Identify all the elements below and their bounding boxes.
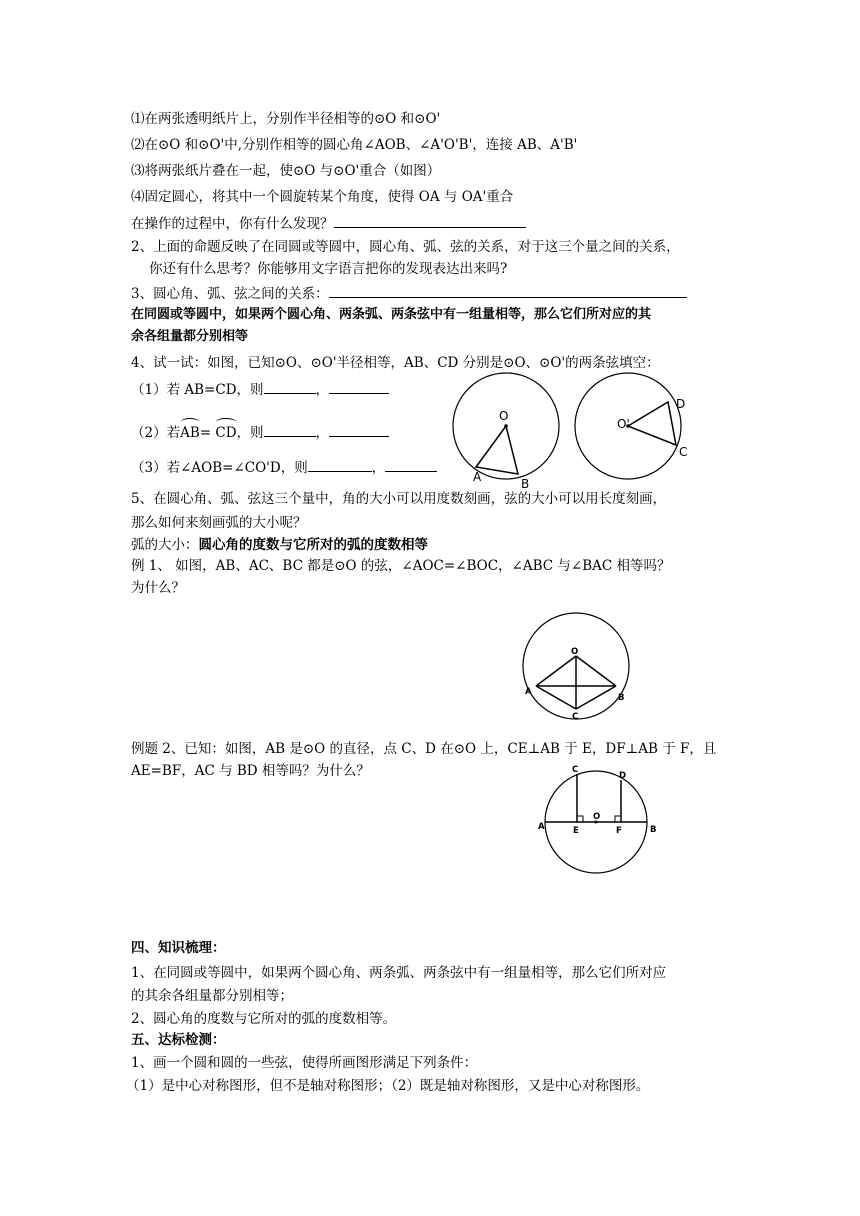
chord-bc: [576, 686, 616, 709]
fill-item-2-text: （2）若: [131, 425, 181, 441]
arc-cd: CD: [215, 425, 237, 441]
circle-figure-o-prime: [568, 370, 698, 490]
example-1-line-1: 例 1、 如图，AB、AC、BC 都是⊙O 的弦，∠AOC=∠BOC，∠ABC 与∠BAC 相等吗？: [131, 558, 671, 574]
label-e: E: [573, 826, 579, 836]
fill-item-1: [131, 379, 389, 400]
segment-oa: [536, 656, 576, 686]
comma: ，: [315, 425, 330, 441]
answer-blank[interactable]: [308, 457, 372, 472]
step-3: ⑶将两张纸片叠在一起，使⊙O 与⊙O'重合（如图）: [131, 163, 441, 179]
chord-ac: [536, 686, 576, 709]
question-3: [131, 283, 687, 304]
label-b: B: [650, 825, 657, 835]
example-1-line-2: 为什么？: [131, 580, 185, 596]
fill-item-3-text: （3）若∠AOB=∠CO'D，则: [131, 460, 308, 476]
arc-size-line: [131, 535, 428, 555]
fill-item-1-text: （1）若 AB=CD，则: [131, 382, 264, 398]
answer-blank[interactable]: [329, 379, 389, 394]
section-4-heading: 四、知识梳理：: [131, 940, 226, 956]
label-b: B: [618, 693, 625, 703]
question-2-line-2: 你还有什么思考？你能够用文字语言把你的发现表达出来吗?: [149, 261, 508, 277]
question-3-text: 3、圆心角、弧、弦之间的关系：: [131, 286, 329, 302]
segment-ob: [576, 656, 616, 686]
question-5-line-2: 那么如何来刻画弧的大小呢？: [131, 515, 307, 531]
example-2-line-2: AE=BF，AC 与 BD 相等吗？为什么？: [131, 763, 370, 779]
label-d: D: [676, 397, 686, 411]
summary-2: 2、圆心角的度数与它所对的弧的度数相等。: [131, 1011, 397, 1027]
label-a: A: [525, 687, 532, 697]
center-point: [504, 424, 508, 428]
answer-blank[interactable]: [334, 213, 526, 228]
triangle-cod: [628, 402, 676, 445]
comma: ，: [371, 460, 386, 476]
example-2-line-1: 例题 2、已知：如图，AB 是⊙O 的直径，点 C、D 在⊙O 上，CE⊥AB 于 E，DF⊥AB 于 F，且: [131, 741, 717, 757]
label-c: C: [572, 765, 579, 775]
discovery-question: [131, 213, 526, 234]
comma: ，: [315, 382, 330, 398]
triangle-aob: [476, 426, 518, 474]
answer-blank[interactable]: [329, 422, 389, 437]
check-1-conditions: （1）是中心对称图形，但不是轴对称图形；（2）既是轴对称图形，又是中心对称图形。: [126, 1078, 650, 1094]
answer-blank[interactable]: [329, 283, 687, 298]
section-5-heading: 五、达标检测：: [131, 1032, 226, 1048]
question-2-line-1: 2、上面的命题反映了在同圆或等圆中，圆心角、弧、弦的关系，对于这三个量之间的关系，: [131, 239, 680, 255]
discovery-question-text: 在操作的过程中，你有什么发现？: [131, 216, 334, 232]
theorem-line-1: 在同圆或等圆中，如果两个圆心角、两条弧、两条弦中有一组量相等，那么它们所对应的其: [131, 307, 652, 322]
question-5-line-1: 5、在圆心角、弧、弦这三个量中，角的大小可以用度数刻画，弦的大小可以用长度刻画，: [131, 491, 667, 507]
label-a: A: [538, 822, 545, 832]
arc-size-label: 弧的大小：: [131, 537, 199, 553]
answer-blank[interactable]: [264, 422, 316, 437]
theorem-line-2: 余各组量都分别相等: [131, 329, 249, 344]
check-1: 1、画一个圆和圆的一些弦，使得所画图形满足下列条件：: [131, 1055, 478, 1071]
circle-figure-o: [448, 370, 568, 490]
fill-item-2: [131, 422, 389, 443]
arc-ab: AB: [180, 425, 200, 441]
label-c: C: [679, 445, 688, 459]
step-1: ⑴在两张透明纸片上，分别作半径相等的⊙O 和⊙O': [131, 111, 441, 127]
answer-blank[interactable]: [264, 379, 316, 394]
label-o: O: [499, 409, 509, 423]
step-4: ⑷固定圆心，将其中一个圆旋转某个角度，使得 OA 与 OA'重合: [131, 189, 514, 205]
label-o-prime: O': [617, 417, 630, 431]
label-f: F: [616, 826, 622, 836]
right-angle-f: [615, 816, 621, 822]
label-o: O: [571, 647, 579, 657]
label-c: C: [572, 712, 579, 722]
summary-1-line-2: 的其余各组量都分别相等；: [131, 988, 293, 1004]
equals-sign: =: [199, 425, 212, 441]
right-angle-e: [577, 816, 583, 822]
example-1-figure: [520, 610, 640, 730]
answer-blank[interactable]: [385, 457, 437, 472]
fill-item-2-then: ，则: [236, 425, 264, 441]
label-a: A: [473, 470, 482, 484]
fill-item-3: [131, 457, 437, 478]
step-2: ⑵在⊙O 和⊙O'中,分别作相等的圆心角∠AOB、∠A'O'B'，连接 AB、A'B': [131, 137, 578, 153]
example-2-figure: [535, 760, 665, 875]
label-o: O: [593, 812, 601, 822]
label-d: D: [619, 771, 627, 781]
summary-1-line-1: 1、在同圆或等圆中，如果两个圆心角、两条弧、两条弦中有一组量相等，那么它们所对应: [131, 965, 667, 981]
question-4: 4、试一试：如图，已知⊙O、⊙O'半径相等，AB、CD 分别是⊙O、⊙O'的两条弦填空：: [131, 355, 660, 371]
label-b: B: [521, 477, 530, 491]
arc-size-statement: 圆心角的度数与它所对的弧的度数相等: [198, 537, 428, 553]
